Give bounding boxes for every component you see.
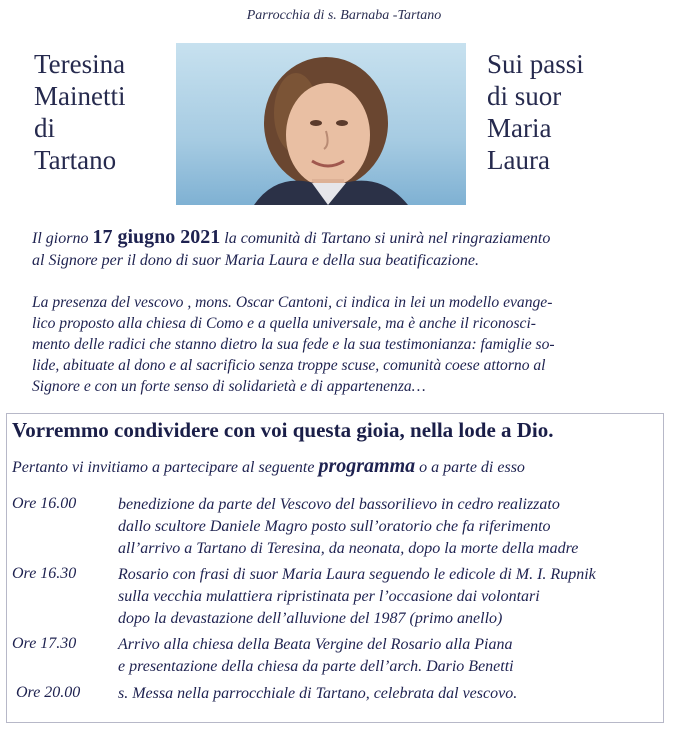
program-description bbox=[118, 683, 517, 705]
program-line: all’arrivo a Tartano di Teresina, da neonata, dopo la morte della madre bbox=[118, 540, 579, 557]
parish-header: Parrocchia di s. Barnaba -Tartano bbox=[246, 8, 442, 23]
portrait-photo bbox=[176, 43, 466, 205]
intro-paragraph bbox=[32, 226, 662, 272]
right-title-line: Sui passi bbox=[487, 49, 584, 79]
intro-line2: al Signore per il dono di suor Maria Laura e della sua beatificazione. bbox=[32, 252, 479, 269]
presence-line: lide, abituate al dono e al sacrificio senza troppe scuse, comunità coese attorno al bbox=[32, 357, 546, 374]
left-title-line: Teresina bbox=[34, 49, 126, 79]
left-title-line: Mainetti bbox=[34, 81, 126, 111]
left-title bbox=[34, 48, 125, 176]
presence-line: Signore e con un forte senso di solidarietà e di appartenenza… bbox=[32, 378, 426, 395]
program-description bbox=[118, 494, 578, 560]
portrait-illustration bbox=[176, 43, 466, 205]
right-title-line: Maria bbox=[487, 113, 552, 143]
program-time: Ore 16.00 bbox=[12, 495, 77, 512]
right-title-line: Laura bbox=[487, 145, 550, 175]
presence-paragraph bbox=[32, 292, 652, 397]
program-word: programma bbox=[318, 455, 416, 477]
invite-line bbox=[12, 455, 525, 478]
invite-prefix: Pertanto vi invitiamo a partecipare al seguente bbox=[12, 459, 315, 476]
program-box-title: Vorremmo condividere con voi questa gioia, nella lode a Dio. bbox=[12, 418, 554, 442]
intro-rest: la comunità di Tartano si unirà nel ringraziamento bbox=[224, 230, 551, 247]
presence-line: mento delle radici che stanno dietro la sua fede e la sua testimonianza: famiglie so- bbox=[32, 336, 555, 353]
intro-prefix: Il giorno bbox=[32, 230, 89, 247]
program-line: Arrivo alla chiesa della Beata Vergine del Rosario alla Piana bbox=[118, 636, 513, 653]
program-line: dallo scultore Daniele Magro posto sull’oratorio che fa riferimento bbox=[118, 518, 551, 535]
presence-line: La presenza del vescovo , mons. Oscar Cantoni, ci indica in lei un modello evange- bbox=[32, 294, 553, 311]
program-line: sulla vecchia mulattiera ripristinata per l’occasione dai volontari bbox=[118, 588, 540, 605]
program-time: Ore 16.30 bbox=[12, 565, 77, 582]
left-title-line: di bbox=[34, 113, 56, 143]
left-title-line: Tartano bbox=[34, 145, 117, 175]
program-line: e presentazione della chiesa da parte dell’arch. Dario Benetti bbox=[118, 658, 514, 675]
program-time: Ore 20.00 bbox=[16, 684, 81, 701]
event-date: 17 giugno 2021 bbox=[92, 226, 221, 248]
program-line: dopo la devastazione dell’alluvione del 1987 (primo anello) bbox=[118, 610, 503, 627]
right-title-line: di suor bbox=[487, 81, 562, 111]
program-description bbox=[118, 634, 514, 678]
invite-suffix: o a parte di esso bbox=[419, 459, 525, 476]
right-title bbox=[487, 48, 584, 176]
program-line: Rosario con frasi di suor Maria Laura seguendo le edicole di M. I. Rupnik bbox=[118, 566, 596, 583]
program-description bbox=[118, 564, 596, 630]
program-line: benedizione da parte del Vescovo del bassorilievo in cedro realizzato bbox=[118, 496, 560, 513]
program-time: Ore 17.30 bbox=[12, 635, 77, 652]
program-line: s. Messa nella parrocchiale di Tartano, celebrata dal vescovo. bbox=[118, 685, 518, 702]
presence-line: lico proposto alla chiesa di Como e a quella universale, ma è anche il riconosci- bbox=[32, 315, 536, 332]
